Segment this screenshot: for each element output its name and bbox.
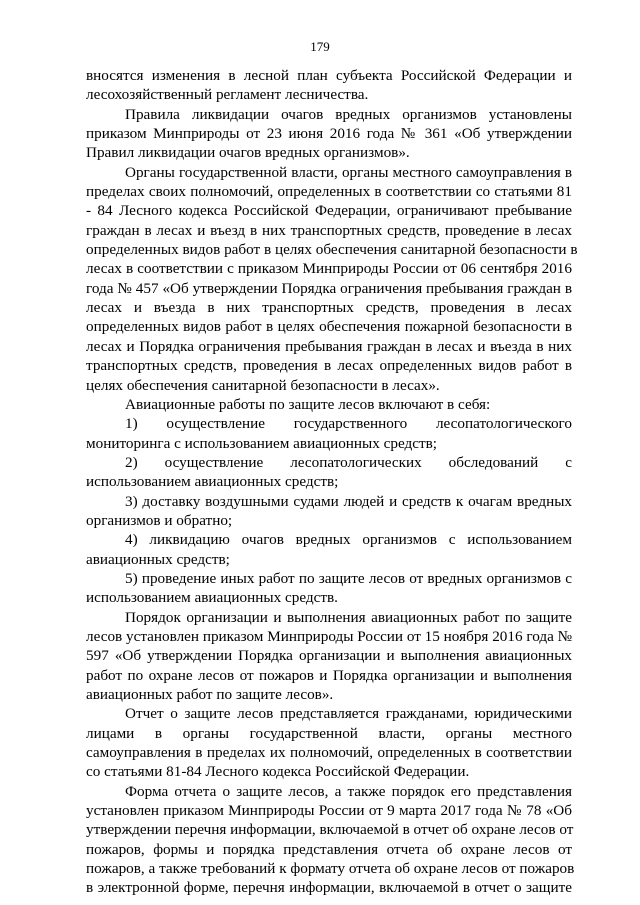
text-line: работ по охране лесов от пожаров и Порядка организации и выполнения xyxy=(86,666,572,684)
text-line: года № 457 «Об утверждении Порядка ограничения пребывания граждан в xyxy=(86,279,572,297)
text-line: организмов и обратно; xyxy=(86,511,233,529)
text-line: 5) проведение иных работ по защите лесов от вредных организмов с xyxy=(125,569,572,587)
text-line: лесов установлен приказом Минприроды России от 15 ноября 2016 года № xyxy=(86,627,573,645)
text-line: самоуправления в пределах их полномочий, определенных в соответствии xyxy=(86,744,572,762)
text-line: 597 «Об утверждении Порядка организации и выполнения авиационных xyxy=(86,647,572,665)
text-line: использованием авиационных средств. xyxy=(86,589,338,607)
text-line: лесах и Порядка ограничения пребывания граждан в лесах и въезда в них xyxy=(86,337,572,355)
text-line: лесах в соответствии с приказом Минприроды России от 06 сентября 2016 xyxy=(86,260,572,278)
text-line: определенных видов работ в целях обеспечения пожарной безопасности в xyxy=(86,318,572,336)
text-line: Правила ликвидации очагов вредных организмов установлены xyxy=(125,105,572,123)
text-line: приказом Минприроды от 23 июня 2016 года № 361 «Об утверждении xyxy=(86,125,572,143)
text-line: Авиационные работы по защите лесов включают в себя: xyxy=(125,395,491,413)
text-line: 2) осуществление лесопатологических обследований с xyxy=(125,453,572,471)
document-body xyxy=(86,66,578,898)
text-line: 1) осуществление государственного лесопатологического xyxy=(125,415,572,433)
text-line: установлен приказом Минприроды России от 9 марта 2017 года № 78 «Об xyxy=(86,802,572,820)
text-line: мониторинга с использованием авиационных средств; xyxy=(86,434,438,452)
text-line: Форма отчета о защите лесов, а также порядок его представления xyxy=(125,782,572,800)
text-line: авиационных работ по защите лесов». xyxy=(86,686,334,703)
text-line: 4) ликвидацию очагов вредных организмов с использованием xyxy=(125,531,572,549)
text-line: пожаров, а также требований к формату отчета об охране лесов от пожаров xyxy=(86,860,575,878)
text-line: авиационных средств; xyxy=(86,550,230,568)
text-line: в электронной форме, перечня информации, включаемой в отчет о защите xyxy=(86,879,572,897)
text-line: Отчет о защите лесов представляется гражданами, юридическими xyxy=(125,705,572,723)
text-line: Правил ликвидации очагов вредных организмов». xyxy=(86,144,410,162)
text-line: Органы государственной власти, органы местного самоуправления в xyxy=(125,163,572,181)
text-line: со статьями 81-84 Лесного кодекса Российской Федерации. xyxy=(86,763,470,781)
text-line: лесах и въезда в них транспортных средств, проведения в лесах xyxy=(86,299,572,317)
text-line: целях обеспечения санитарной безопасности в лесах». xyxy=(86,376,440,394)
text-line: 3) доставку воздушными судами людей и средств к очагам вредных xyxy=(125,492,572,510)
text-line: использованием авиационных средств; xyxy=(86,473,339,491)
text-line: вносятся изменения в лесной план субъекта Российской Федерации и xyxy=(86,67,572,84)
text-line: граждан в лесах и въезд в них транспортных средств, проведение в лесах xyxy=(86,221,572,239)
text-line: лицами в органы государственной власти, органы местного xyxy=(86,724,572,742)
page-number: 179 xyxy=(310,39,330,54)
text-line: определенных видов работ в целях обеспечения санитарной безопасности в xyxy=(86,241,578,259)
text-line: лесохозяйственный регламент лесничества. xyxy=(86,86,369,104)
text-line: - 84 Лесного кодекса Российской Федерации, ограничивают пребывание xyxy=(86,202,572,220)
text-line: Порядок организации и выполнения авиационных работ по защите xyxy=(125,608,572,626)
text-line: пожаров, формы и порядка представления отчета об охране лесов от xyxy=(86,840,572,858)
text-line: пределах своих полномочий, определенных в соответствии со статьями 81 xyxy=(86,183,572,201)
text-line: утверждении перечня информации, включаемой в отчет об охране лесов от xyxy=(86,821,574,839)
text-line: транспортных средств, проведения в лесах определенных видов работ в xyxy=(86,357,572,375)
